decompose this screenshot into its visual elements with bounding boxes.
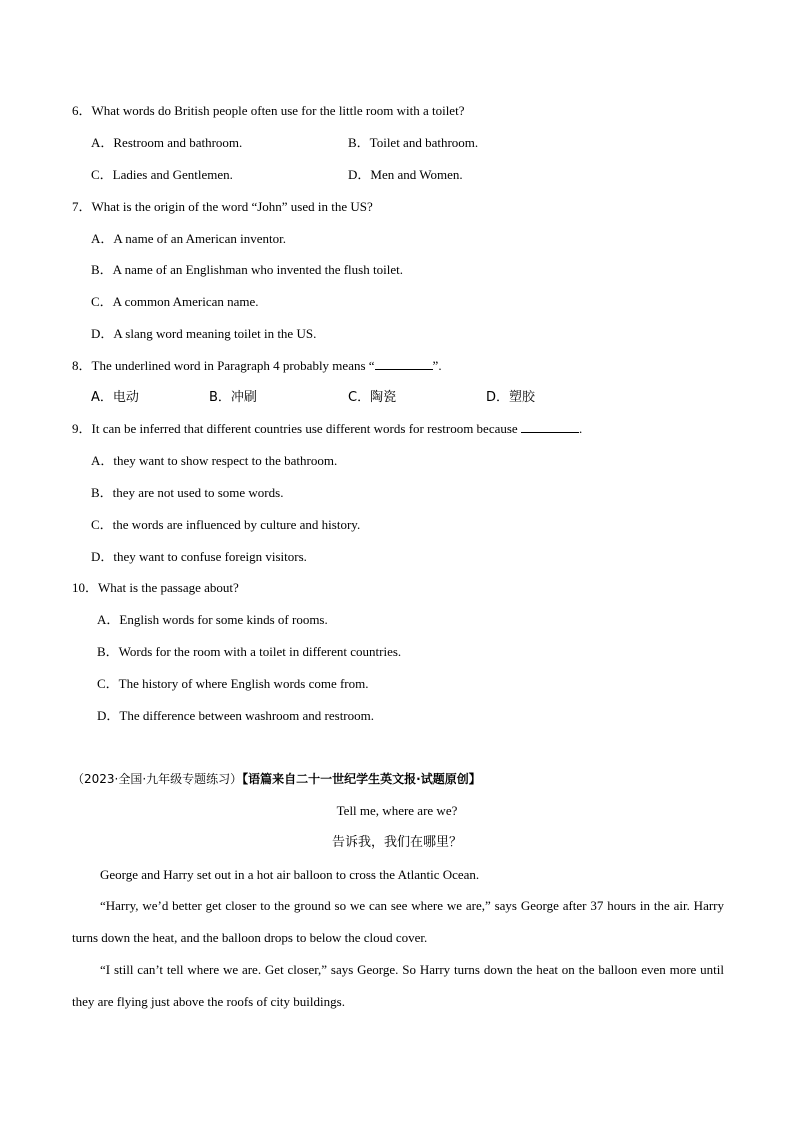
option-text: Restroom and bathroom. [113,135,243,150]
option-text: A slang word meaning toilet in the US. [113,326,317,341]
option-9d [91,549,307,565]
option-text: the words are influenced by culture and history. [112,517,361,532]
option-8d [486,390,535,406]
option-label: D． [97,708,120,723]
option-text: Words for the room with a toilet in different countries. [118,644,402,659]
question-text: It can be inferred that different countries use different words for restroom because [91,421,521,436]
question-text-end: . [578,421,583,436]
option-label: B． [209,390,231,405]
question-10 [72,580,239,596]
option-text: A name of an American inventor. [113,231,286,246]
question-9 [72,421,582,437]
answer-blank [375,358,433,370]
option-text: they are not used to some words. [112,485,284,500]
option-10c [97,676,369,692]
question-number: 9． [72,421,92,436]
source-bold: 【语篇来自二十一世纪学生英文报·试题原创】 [242,772,481,786]
option-label: C． [97,676,119,691]
option-text: 塑胶 [509,390,536,405]
option-text: 陶瓷 [370,390,397,405]
option-6d [348,167,463,183]
option-7a [91,231,286,247]
option-label: D． [348,167,371,182]
option-text: they want to show respect to the bathroom. [113,453,338,468]
option-label: C． [91,517,113,532]
question-number: 7． [72,199,92,214]
question-7 [72,199,373,215]
option-8c [348,390,396,406]
question-text: What words do British people often use for the little room with a toilet? [91,103,465,118]
question-8 [72,358,442,374]
option-text: Men and Women. [370,167,463,182]
option-8b [209,390,257,406]
paragraph-2: “Harry, we’d better get closer to the ground so we can see where we are,” says George after 37 hours in the air. Harry turns down the heat, and the balloon drops to below the cloud cover. [72,898,724,945]
option-9a [91,453,337,469]
option-label: C． [91,167,113,182]
option-label: A． [91,390,113,405]
option-label: C． [91,294,113,309]
option-label: C． [348,390,371,405]
option-10b [97,644,401,660]
question-text: What is the origin of the word “John” used in the US? [91,199,373,214]
option-text: 冲刷 [230,390,257,405]
question-text: What is the passage about? [98,580,239,595]
option-7b [91,262,403,278]
option-text: A name of an Englishman who invented the flush toilet. [112,262,403,277]
option-label: D． [486,390,510,405]
option-7d [91,326,316,342]
passage-source [72,771,481,787]
passage-title-en: Tell me, where are we? [336,803,458,818]
option-label: B． [348,135,370,150]
answer-blank [521,421,579,433]
option-7c [91,294,259,310]
option-text: The difference between washroom and restroom. [119,708,374,723]
question-number: 8． [72,358,92,373]
option-text: A common American name. [112,294,259,309]
option-6b [348,135,478,151]
option-label: D． [91,326,114,341]
paragraph-1: George and Harry set out in a hot air balloon to cross the Atlantic Ocean. [100,867,480,882]
option-text: Ladies and Gentlemen. [112,167,233,182]
option-label: B． [91,485,113,500]
option-6a [91,135,242,151]
option-10d [97,708,374,724]
source-plain: （2023·全国·九年级专题练习） [72,772,243,786]
question-text-end: ”. [432,358,442,373]
option-6c [91,167,233,183]
question-number: 6． [72,103,92,118]
option-text: English words for some kinds of rooms. [119,612,328,627]
passage-title-cn: 告诉我，我们在哪里？ [331,835,462,850]
option-text: they want to confuse foreign visitors. [113,549,307,564]
option-text: 电动 [112,390,139,405]
option-label: A． [91,135,114,150]
option-label: A． [91,453,114,468]
option-text: The history of where English words come from. [118,676,369,691]
option-label: B． [91,262,113,277]
option-9b [91,485,283,501]
option-10a [97,612,328,628]
option-9c [91,517,360,533]
option-label: A． [97,612,120,627]
question-text: The underlined word in Paragraph 4 probably means “ [91,358,375,373]
option-label: A． [91,231,114,246]
paragraph-3: “I still can’t tell where we are. Get closer,” says George. So Harry turns down the heat on the balloon even more until they are flying just above the roofs of city buildings. [72,962,724,1009]
option-text: Toilet and bathroom. [369,135,479,150]
option-label: B． [97,644,119,659]
question-number: 10． [72,580,99,595]
question-6 [72,103,464,119]
option-8a [91,390,139,406]
option-label: D． [91,549,114,564]
